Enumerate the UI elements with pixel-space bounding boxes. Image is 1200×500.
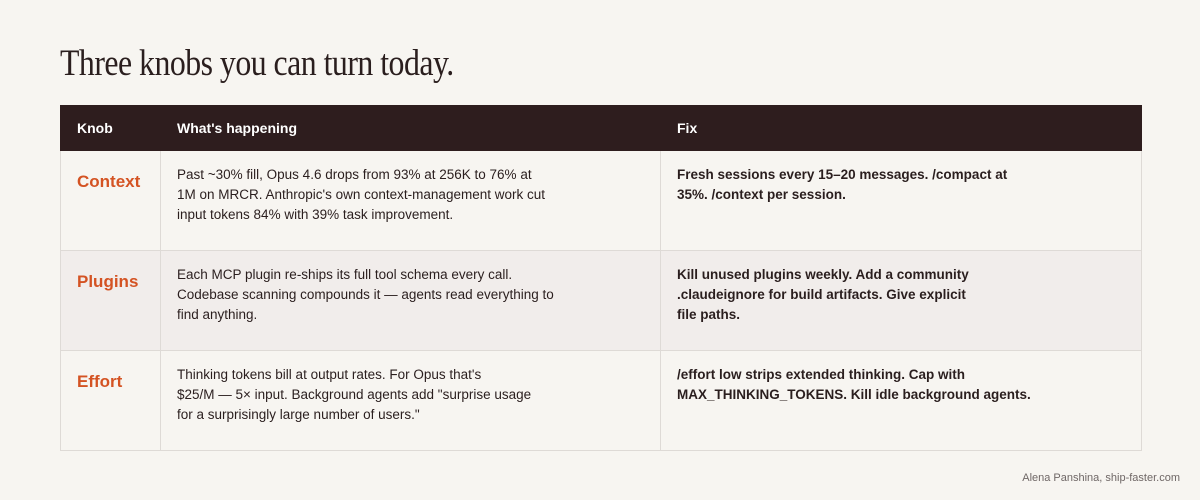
fix-line: file paths. (677, 307, 741, 322)
knob-cell: Effort (61, 351, 161, 451)
happening-line: Codebase scanning compounds it — agents read everything to (177, 287, 554, 302)
header-whats-happening: What's happening (161, 106, 661, 151)
author-credit: Alena Panshina, ship-faster.com (1022, 472, 1180, 484)
happening-line: input tokens 84% with 39% task improvement. (177, 207, 454, 222)
fix-cell (661, 351, 1142, 451)
fix-line: Kill unused plugins weekly. Add a community (677, 267, 969, 282)
knob-cell: Context (61, 151, 161, 251)
happening-line: for a surprisingly large number of users." (177, 407, 420, 422)
table-row-plugins (61, 251, 1142, 351)
fix-line: 35%. /context per session. (677, 187, 846, 202)
happening-line: Thinking tokens bill at output rates. For Opus that's (177, 367, 482, 382)
fix-cell (661, 251, 1142, 351)
happening-line: Past ~30% fill, Opus 4.6 drops from 93% at 256K to 76% at (177, 167, 532, 182)
fix-line: .claudeignore for build artifacts. Give explicit (677, 287, 966, 302)
knobs-table (60, 105, 1142, 451)
header-knob: Knob (61, 106, 161, 151)
page-title: Three knobs you can turn today. (60, 43, 454, 84)
fix-line: MAX_THINKING_TOKENS. Kill idle background agents. (677, 387, 1031, 402)
table-row-context (61, 151, 1142, 251)
fix-line: /effort low strips extended thinking. Cap with (677, 367, 966, 382)
knob-cell: Plugins (61, 251, 161, 351)
happening-cell (161, 251, 661, 351)
happening-line: 1M on MRCR. Anthropic's own context-management work cut (177, 187, 545, 202)
fix-line: Fresh sessions every 15–20 messages. /compact at (677, 167, 1008, 182)
happening-line: find anything. (177, 307, 258, 322)
header-fix: Fix (661, 106, 1142, 151)
happening-cell (161, 351, 661, 451)
fix-cell (661, 151, 1142, 251)
table-header-row (61, 106, 1142, 151)
table-row-effort (61, 351, 1142, 451)
happening-cell (161, 151, 661, 251)
happening-line: Each MCP plugin re-ships its full tool schema every call. (177, 267, 513, 282)
happening-line: $25/M — 5× input. Background agents add "surprise usage (177, 387, 532, 402)
